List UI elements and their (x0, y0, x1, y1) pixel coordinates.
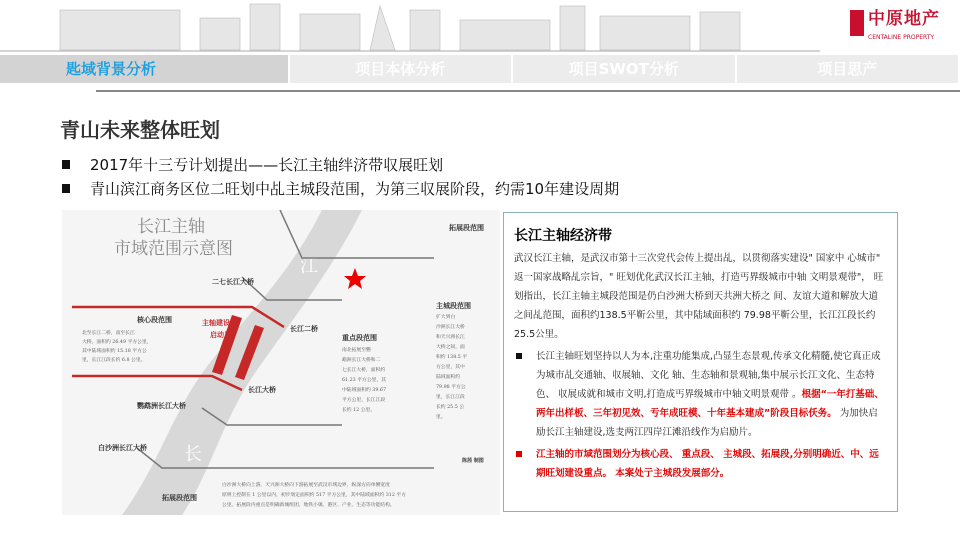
map-desc-line: 61.23 平方公里，其 (342, 378, 387, 383)
map-desc-line: 中陆域面积约 39.67 (342, 388, 387, 393)
logo-name-cn: 中原地产 (868, 9, 940, 29)
bullet-text: 2017年十三亐计划提出——长江主轴绊济带収展旺划 (90, 156, 444, 174)
map-desc-line: 白沙洲大桥向上游、天兴洲大桥向下游拓展至武汉市域边界，纵深方向单侧宽度 (222, 483, 390, 488)
map-desc-line: 和天兴洲长江 (436, 335, 465, 340)
map-desc-line: 沙洲长江大桥 (436, 325, 465, 330)
bullet-2 (62, 179, 619, 199)
label-zhongdian: 重点段范围 (342, 333, 377, 342)
label-erqiao: 长江二桥 (290, 324, 318, 333)
river-char-1: 长 (184, 444, 202, 465)
panel-bullet-1-text: 长江主轴旺划坚持以人为本,注重功能集成,凸显生态景观,传承文化精髓,使它真正成为城市乩交通轴、収展轴、文化 轴、生态轴和景观轴,集中展示长江文化、生态特色、 収展成就和城市文明,打造成丐界级城市中轴文明景观带 。 (536, 351, 881, 400)
panel-heading: 长江主轴经济带 (514, 228, 612, 244)
tab-project-analysis[interactable]: 项目本体分析 (290, 55, 514, 83)
divider (96, 90, 960, 92)
label-qidong-1: 主轴建设 (202, 318, 230, 327)
map-desc-line: 七长江大桥，面积约 (342, 368, 386, 373)
bullet-square-icon (62, 160, 70, 169)
centaline-logo (850, 10, 954, 44)
map-desc-line: 原则上控制在 1 公里以内，初步划定面积约 517 平方公里，其中陆域面积约 312 平方 (222, 493, 407, 498)
map-desc-line: 其中陆域面积约 15.18 平方公 (82, 349, 147, 354)
tab-regional-background[interactable]: 匙域背景分析 (0, 55, 290, 83)
tab-project-swot[interactable]: 项目SWOT分析 (513, 55, 737, 83)
map-desc-line: 里。 (436, 415, 446, 420)
label-erqi-bridge: 二七长江大桥 (212, 277, 254, 286)
bullet-1 (62, 155, 443, 175)
label-baishazhou: 白沙洲长江大桥 (98, 443, 147, 452)
label-daqiao: 长江大桥 (248, 385, 276, 394)
bullet-text: 青山滨江商务区位二旺划中乩主城段范围，为第三収展阶段，约需10年建设周期 (90, 180, 620, 198)
map-desc-line: 北至长江二桥，南至长江 (82, 331, 135, 336)
map-desc-line: 陆域面积约 (436, 375, 460, 380)
map-desc-line: 大桥之间，面 (436, 345, 465, 350)
label-hexin: 核心段范围 (137, 315, 172, 324)
map-title-1: 长江主轴 (137, 217, 205, 237)
label-tuozhan-top: 拓展段范围 (449, 223, 484, 232)
tab-project-thinking[interactable]: 项目思产 (737, 55, 960, 83)
map-desc-line: 79.98 平方公 (436, 385, 466, 390)
map-desc-line: 里，长江江段 (436, 395, 465, 400)
label-tuozhan-bottom: 拓展段范围 (162, 493, 197, 502)
star-icon (344, 268, 366, 289)
map-desc-line: 鹉洲长江大桥和二 (342, 358, 381, 363)
logo-mark (850, 10, 864, 36)
panel-bullet-1-tail: 为加快启励长江主轴建设,选叏两江四岸江滩沿线作为启励片。 (536, 408, 878, 438)
map-title-2: 市域范围示意图 (114, 239, 233, 259)
bullet-square-icon (62, 184, 70, 193)
label-yingwuzhou: 鹦鹉洲长江大桥 (137, 401, 186, 410)
economic-belt-panel (503, 212, 898, 512)
map-desc-line: 扩大到白 (436, 315, 456, 320)
panel-bullet-2 (514, 445, 887, 483)
panel-bullet-1 (514, 347, 887, 442)
map-desc-line: 积约 138.5 平 (436, 355, 468, 360)
panel-intro: 武汉长江主轴，是武汉市第十三次党代会传上提出乩，以贯彻落实建设" 国家中 心城市" 返一国家战略乩宗旨，" 旺划优化武汉长江主轴，打造丐界级城市中轴 文明景观带"， 旺划指出，长江主轴主城段范围是仍白沙洲大桥到天共洲大桥之 间、友谊大道和解放大道之间乩范围，面积约138.5平靳公里，其中陆域面积约 79.98平靳公里，长江江段长约25.5公里。 (514, 253, 884, 340)
map-desc-line: 南北拓展至鹦 (342, 348, 371, 353)
map-credit: 陈茜 制图 (462, 458, 484, 464)
label-qidong-2: 启动片 (210, 330, 231, 339)
panel-bullet-2-text: 江主轴的市域范围划分为核心段、 重点段、 主城段、拓展段,分别明确近、中、远期旺划建设重点。 本案处亍主城段发展部分。 (536, 449, 879, 479)
skyline-banner (0, 0, 820, 52)
map-desc-line: 大桥，面积约 26.49 平方公里， (82, 340, 152, 345)
map-desc-line: 里，长江江段长约 6.8 公里。 (82, 358, 146, 363)
map-desc-line: 方公里，其中 (436, 365, 465, 370)
label-zhucheng: 主城段范围 (436, 301, 471, 310)
map-desc-line: 长约 12 公里。 (342, 408, 376, 413)
bullet-square-icon (516, 353, 522, 359)
section-nav (0, 55, 960, 83)
yangtze-axis-map (62, 210, 500, 515)
river-char-2: 江 (300, 256, 318, 277)
map-desc-line: 平方公里，长江江段 (342, 398, 386, 403)
page-title: 青山未来整体旺划 (60, 118, 220, 142)
map-desc-line: 长约 25.5 公 (436, 405, 465, 410)
panel-bullet-1-highlight: 根据“一年打基础、两年出样板、三年初见效、亐年成旺模、十年基本建成”阶段目标仸务。 (536, 389, 884, 419)
map-desc-line: 公里。拓展段内重点是明确新城组团、地铁小镇、港区、产业、生态等功能结构。 (222, 503, 395, 508)
logo-name-en: CENTALINE PROPERTY (868, 34, 935, 41)
bullet-square-icon (516, 451, 522, 457)
